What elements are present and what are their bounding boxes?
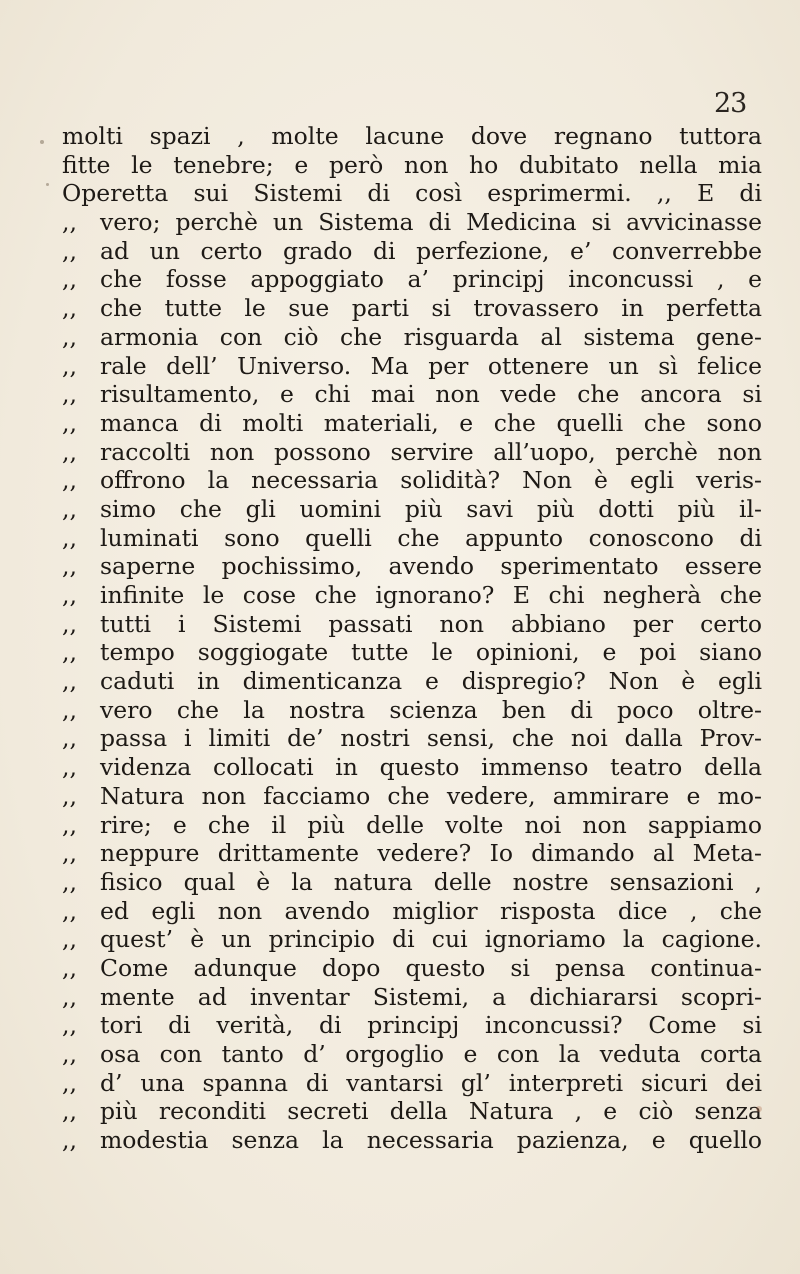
- quote-mark: ,,: [62, 953, 77, 982]
- line-text: molti spazi , molte lacune dove regnano tuttora: [62, 122, 762, 150]
- text-line: [62, 380, 762, 409]
- paper-speck: [46, 183, 49, 186]
- text-line: [62, 954, 762, 983]
- line-text: più reconditi secreti della Natura , e ciò senza: [100, 1097, 762, 1126]
- quote-mark: ,,: [62, 695, 77, 724]
- line-text: ad un certo grado di perfezione, e’ converrebbe: [100, 236, 762, 265]
- line-text: tempo soggiogate tutte le opinioni, e poi siano: [100, 638, 762, 667]
- line-text: modestia senza la necessaria pazienza, e quello: [100, 1126, 762, 1155]
- line-text: tori di verità, di principj inconcussi? Come si: [100, 1011, 762, 1040]
- quote-mark: ,,: [62, 208, 77, 237]
- text-line: [62, 179, 762, 208]
- text-line: [62, 925, 762, 954]
- line-text: fitte le tenebre; e però non ho dubitato nella mia: [62, 150, 762, 179]
- quote-mark: ,,: [62, 552, 77, 581]
- line-text: videnza collocati in questo immenso teatro della: [100, 753, 762, 782]
- text-line: [62, 466, 762, 495]
- text-line: [62, 753, 762, 782]
- text-line: [62, 839, 762, 868]
- quote-mark: ,,: [62, 982, 77, 1011]
- quote-mark: ,,: [62, 1126, 77, 1155]
- line-text: risultamento, e chi mai non vede che ancora si: [100, 380, 762, 409]
- text-line: [62, 409, 762, 438]
- quote-mark: ,,: [62, 781, 77, 810]
- text-line: [62, 983, 762, 1012]
- line-text: raccolti non possono servire all’uopo, perchè non: [100, 437, 762, 466]
- line-text: caduti in dimenticanza e dispregio? Non è egli: [100, 667, 762, 696]
- line-text: quest’ è un principio di cui ignoriamo la cagione.: [100, 925, 762, 954]
- text-line: [62, 811, 762, 840]
- text-line: [62, 237, 762, 266]
- body-text: [62, 122, 762, 1155]
- line-text: neppure drittamente vedere? Io dimando al Meta-: [100, 839, 762, 868]
- text-line: [62, 1011, 762, 1040]
- line-text: fisico qual è la natura delle nostre sensazioni ,: [100, 867, 762, 896]
- quote-mark: ,,: [62, 265, 77, 294]
- quote-mark: ,,: [62, 437, 77, 466]
- line-text: d’ una spanna di vantarsi gl’ interpreti sicuri dei: [100, 1068, 762, 1097]
- line-text: armonia con ciò che risguarda al sistema gene-: [100, 322, 762, 351]
- quote-mark: ,,: [62, 867, 77, 896]
- text-line: [62, 265, 762, 294]
- quote-mark: ,,: [62, 322, 77, 351]
- text-line: [62, 438, 762, 467]
- quote-mark: ,,: [62, 1097, 77, 1126]
- text-line: [62, 638, 762, 667]
- quote-mark: ,,: [62, 810, 77, 839]
- text-line: [62, 151, 762, 180]
- line-text: osa con tanto d’ orgoglio e con la veduta corta: [100, 1040, 762, 1068]
- quote-mark: ,,: [62, 925, 77, 954]
- text-line: [62, 122, 762, 151]
- text-line: [62, 897, 762, 926]
- text-line: [62, 552, 762, 581]
- line-text: rire; e che il più delle volte noi non sappiamo: [100, 810, 762, 839]
- line-text: simo che gli uomini più savi più dotti più il-: [100, 494, 762, 523]
- line-text: che fosse appoggiato a’ principj inconcussi , e: [100, 265, 762, 294]
- text-line: [62, 1097, 762, 1126]
- line-text: che tutte le sue parti si trovassero in perfetta: [100, 294, 762, 323]
- quote-mark: ,,: [62, 294, 77, 323]
- quote-mark: ,,: [62, 839, 77, 868]
- line-text: mente ad inventar Sistemi, a dichiararsi scopri-: [100, 982, 762, 1011]
- text-line: [62, 610, 762, 639]
- line-text: manca di molti materiali, e che quelli che sono: [100, 408, 762, 437]
- text-line: [62, 352, 762, 381]
- quote-mark: ,,: [62, 581, 77, 609]
- text-line: [62, 868, 762, 897]
- quote-mark: ,,: [62, 1068, 77, 1097]
- quote-mark: ,,: [62, 667, 77, 696]
- text-line: [62, 208, 762, 237]
- page-number: 23: [714, 88, 747, 119]
- quote-mark: ,,: [62, 1040, 77, 1068]
- text-line: [62, 1126, 762, 1155]
- line-text: rale dell’ Universo. Ma per ottenere un sì felice: [100, 351, 762, 380]
- line-text: vero; perchè un Sistema di Medicina si avvicinasse: [100, 208, 762, 237]
- text-line: [62, 581, 762, 610]
- text-line: [62, 1040, 762, 1069]
- line-text: Natura non facciamo che vedere, ammirare e mo-: [100, 781, 762, 810]
- line-text: passa i limiti de’ nostri sensi, che noi dalla Prov-: [100, 724, 762, 753]
- quote-mark: ,,: [62, 408, 77, 437]
- quote-mark: ,,: [62, 724, 77, 753]
- text-line: [62, 782, 762, 811]
- line-text: luminati sono quelli che appunto conoscono di: [100, 523, 762, 552]
- text-line: [62, 294, 762, 323]
- line-text: infinite le cose che ignorano? E chi negherà che: [100, 581, 762, 609]
- quote-mark: ,,: [62, 896, 77, 925]
- quote-mark: ,,: [62, 1011, 77, 1040]
- line-text: Come adunque dopo questo si pensa continua-: [100, 953, 762, 982]
- quote-mark: ,,: [62, 236, 77, 265]
- quote-mark: ,,: [62, 609, 77, 638]
- text-line: [62, 667, 762, 696]
- text-line: [62, 524, 762, 553]
- quote-mark: ,,: [62, 466, 77, 495]
- text-line: [62, 724, 762, 753]
- quote-mark: ,,: [62, 753, 77, 782]
- quote-mark: ,,: [62, 638, 77, 667]
- quote-mark: ,,: [62, 351, 77, 380]
- paper-speck: [40, 140, 44, 144]
- text-line: [62, 495, 762, 524]
- quote-mark: ,,: [62, 494, 77, 523]
- text-line: [62, 323, 762, 352]
- quote-mark: ,,: [62, 380, 77, 409]
- quote-mark: ,,: [62, 523, 77, 552]
- line-text: tutti i Sistemi passati non abbiano per certo: [100, 609, 762, 638]
- line-text: offrono la necessaria solidità? Non è egli veris-: [100, 466, 762, 495]
- text-line: [62, 696, 762, 725]
- line-text: vero che la nostra scienza ben di poco oltre-: [100, 695, 762, 724]
- text-line: [62, 1069, 762, 1098]
- paper-speck: [756, 1106, 762, 1112]
- line-text: ed egli non avendo miglior risposta dice , che: [100, 896, 762, 925]
- line-text: Operetta sui Sistemi di così esprimermi. ,, E di: [62, 179, 762, 208]
- line-text: saperne pochissimo, avendo sperimentato essere: [100, 552, 762, 581]
